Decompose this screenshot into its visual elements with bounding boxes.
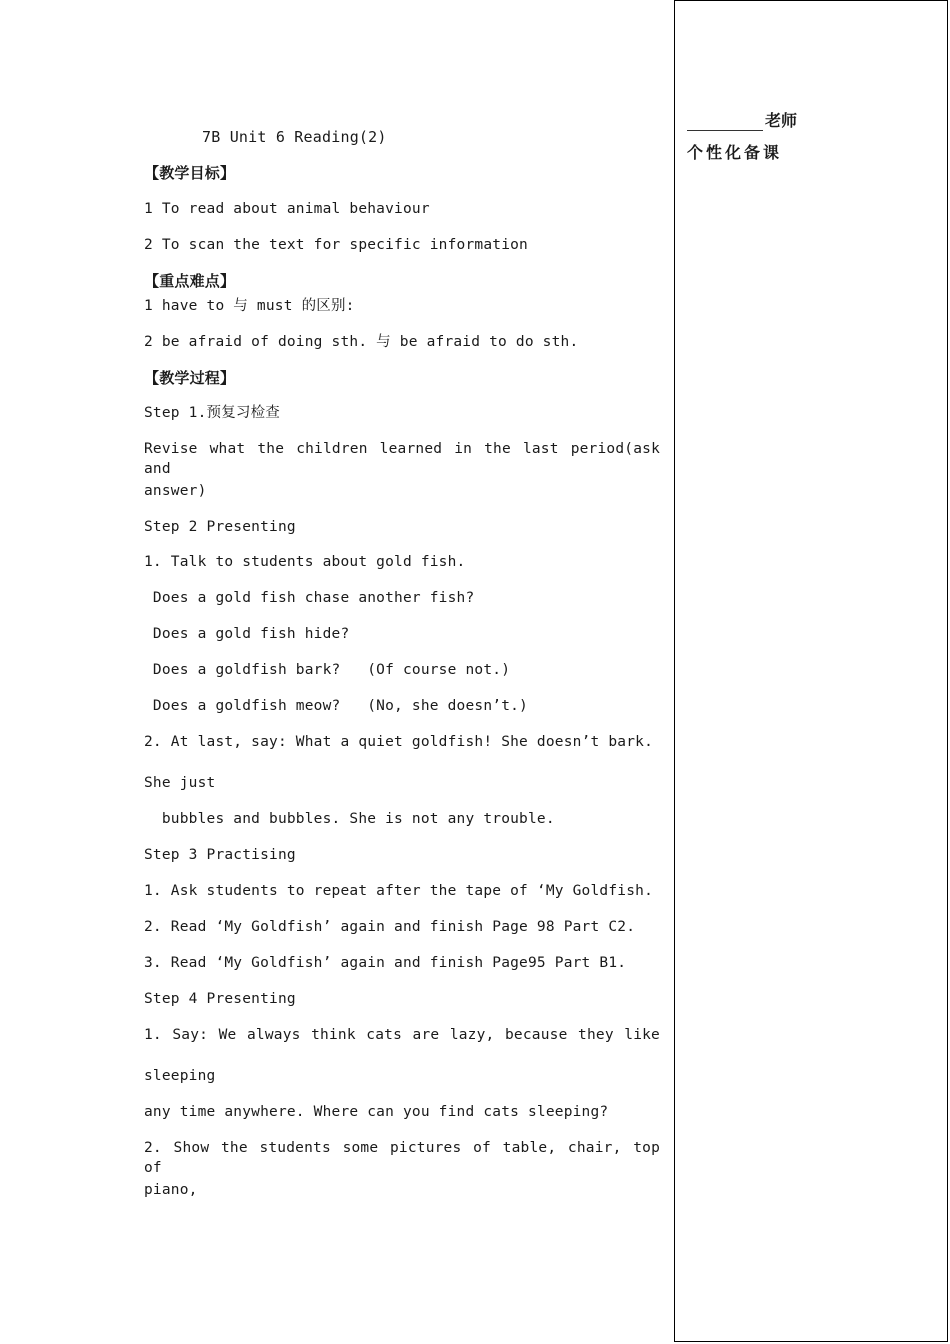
teacher-name-blank[interactable] xyxy=(687,114,763,131)
process-line: 1. Talk to students about gold fish. xyxy=(144,554,466,570)
personal-prep-label: 个性化备课 xyxy=(687,143,783,162)
key-point-item: 2 be afraid of doing sth. 与 be afraid to do sth. xyxy=(144,334,579,350)
objective-item: 2 To scan the text for specific information xyxy=(144,237,528,253)
process-line: 3. Read ‘My Goldfish’ again and finish Page95 Part B1. xyxy=(144,955,627,971)
process-line: 1. Say: We always think cats are lazy, because they like xyxy=(144,1027,660,1043)
process-line: piano, xyxy=(144,1182,198,1198)
process-heading: 【教学过程】 xyxy=(144,369,236,387)
process-line: 2. Read ‘My Goldfish’ again and finish Page 98 Part C2. xyxy=(144,919,636,935)
question-line: Does a gold fish hide? xyxy=(144,626,350,642)
step-heading: Step 1.预复习检查 xyxy=(144,405,281,421)
key-points-heading: 【重点难点】 xyxy=(144,272,236,290)
process-line: 2. At last, say: What a quiet goldfish! She doesn’t bark. xyxy=(144,734,653,750)
teacher-name-line xyxy=(687,111,797,131)
question-line: Does a goldfish bark? (Of course not.) xyxy=(144,662,511,678)
process-line: bubbles and bubbles. She is not any trouble. xyxy=(144,811,555,827)
lesson-title: 7B Unit 6 Reading(2) xyxy=(202,128,387,146)
teacher-notes-column xyxy=(674,0,948,1342)
objectives-heading: 【教学目标】 xyxy=(144,164,236,182)
process-line: answer) xyxy=(144,483,207,499)
process-line: Revise what the children learned in the last period(ask and xyxy=(144,441,660,477)
process-line: 1. Ask students to repeat after the tape of ‘My Goldfish. xyxy=(144,883,653,899)
objective-item: 1 To read about animal behaviour xyxy=(144,201,430,217)
key-point-item: 1 have to 与 must 的区别: xyxy=(144,298,355,314)
process-line: 2. Show the students some pictures of table, chair, top of xyxy=(144,1140,660,1176)
step-heading: Step 2 Presenting xyxy=(144,519,296,535)
process-line: She just xyxy=(144,775,216,791)
question-line: Does a goldfish meow? (No, she doesn’t.) xyxy=(144,698,528,714)
step-heading: Step 3 Practising xyxy=(144,847,296,863)
step-heading: Step 4 Presenting xyxy=(144,991,296,1007)
process-line: any time anywhere. Where can you find cats sleeping? xyxy=(144,1104,609,1120)
process-line: sleeping xyxy=(144,1068,216,1084)
question-line: Does a gold fish chase another fish? xyxy=(144,590,475,606)
teacher-label: 老师 xyxy=(765,111,798,130)
